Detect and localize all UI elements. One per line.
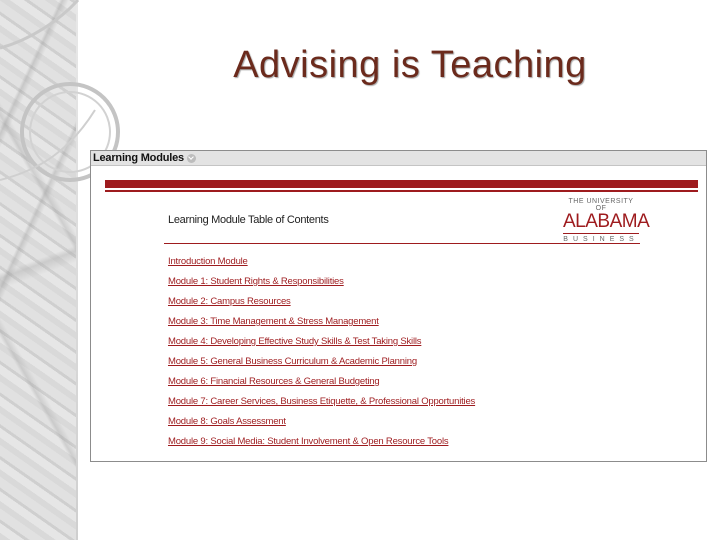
logo-bottom-text: BUSINESS bbox=[563, 236, 639, 243]
learning-modules-screenshot bbox=[90, 150, 707, 462]
module-link-2[interactable]: Module 2: Campus Resources bbox=[168, 296, 291, 307]
toc-divider bbox=[164, 243, 640, 244]
module-link-9[interactable]: Module 9: Social Media: Student Involvement & Open Resource Tools bbox=[168, 436, 449, 447]
marble-background bbox=[0, 0, 78, 540]
module-link-7[interactable]: Module 7: Career Services, Business Etiquette, & Professional Opportunities bbox=[168, 396, 476, 407]
module-list bbox=[168, 251, 475, 451]
learning-modules-header bbox=[91, 151, 706, 166]
crimson-banner-line bbox=[105, 190, 698, 192]
logo-top-text: THE UNIVERSITY OF bbox=[568, 198, 634, 212]
list-item bbox=[168, 351, 475, 371]
logo-main-text: ALABAMA bbox=[563, 211, 650, 232]
list-item bbox=[168, 371, 475, 391]
module-link-3[interactable]: Module 3: Time Management & Stress Management bbox=[168, 316, 379, 327]
list-item bbox=[168, 411, 475, 431]
module-link-intro[interactable]: Introduction Module bbox=[168, 256, 248, 267]
slide-title: Advising is Teaching bbox=[233, 44, 587, 86]
list-item bbox=[168, 251, 475, 271]
list-item bbox=[168, 291, 475, 311]
list-item bbox=[168, 331, 475, 351]
module-link-6[interactable]: Module 6: Financial Resources & General Budgeting bbox=[168, 376, 380, 387]
module-link-8[interactable]: Module 8: Goals Assessment bbox=[168, 416, 286, 427]
list-item bbox=[168, 391, 475, 411]
module-link-5[interactable]: Module 5: General Business Curriculum & Academic Planning bbox=[168, 356, 417, 367]
chevron-down-icon[interactable] bbox=[187, 154, 196, 163]
module-link-4[interactable]: Module 4: Developing Effective Study Skills & Test Taking Skills bbox=[168, 336, 422, 347]
crimson-banner-bar bbox=[105, 180, 698, 188]
list-item bbox=[168, 271, 475, 291]
list-item bbox=[168, 311, 475, 331]
module-link-1[interactable]: Module 1: Student Rights & Responsibilities bbox=[168, 276, 344, 287]
toc-title: Learning Module Table of Contents bbox=[168, 214, 329, 226]
logo-rule bbox=[563, 233, 639, 234]
learning-modules-label: Learning Modules bbox=[93, 152, 184, 164]
alabama-business-logo bbox=[563, 198, 650, 243]
list-item bbox=[168, 431, 475, 451]
